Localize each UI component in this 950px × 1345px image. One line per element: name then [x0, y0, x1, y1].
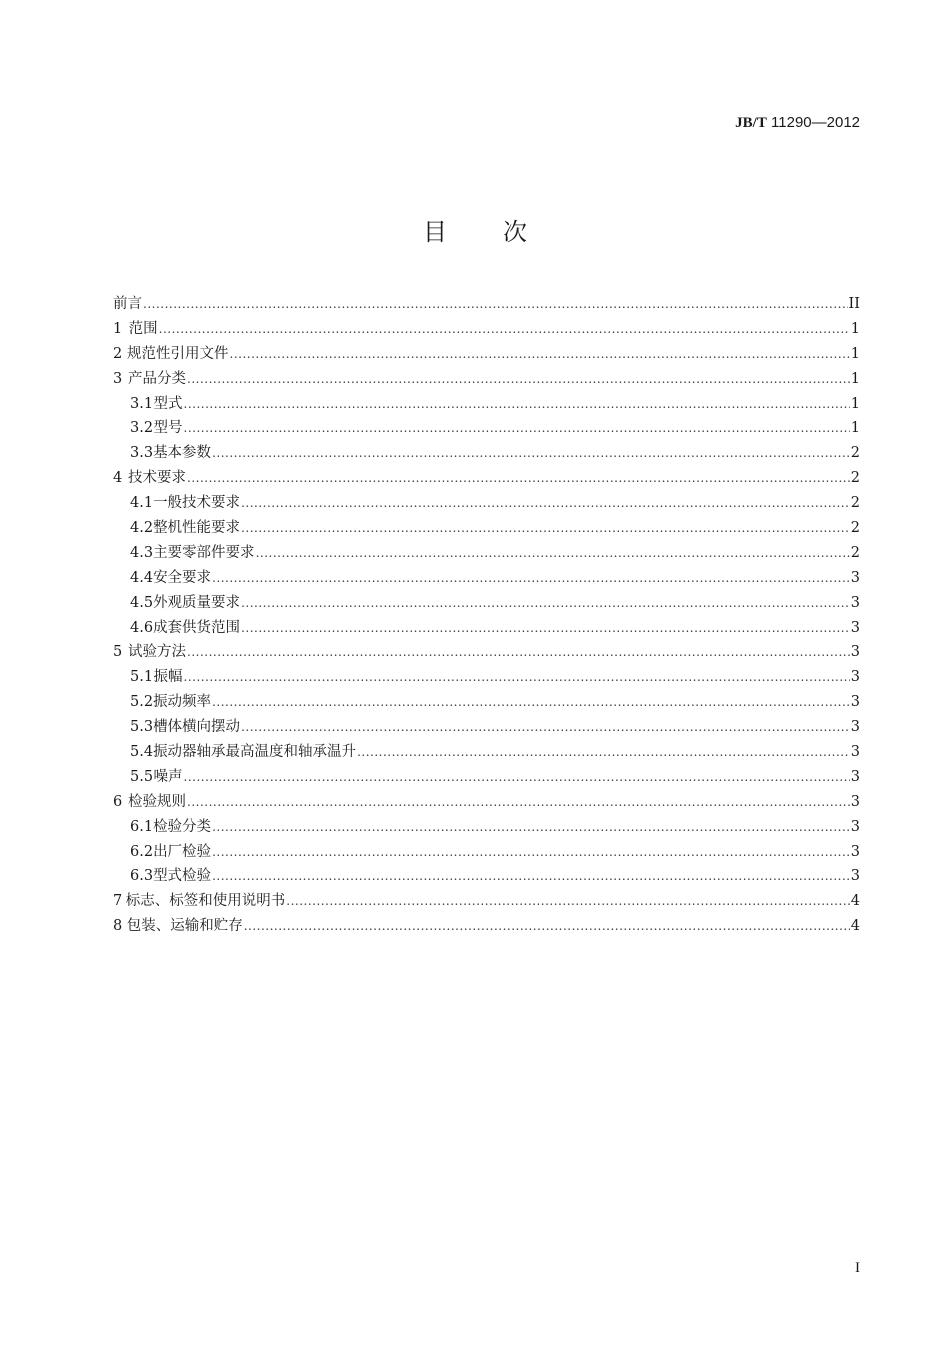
toc-dot-leader [187, 790, 850, 815]
toc-dot-leader [212, 566, 850, 591]
toc-dot-leader [212, 815, 850, 840]
toc-entry-title: 型号 [153, 420, 183, 437]
toc-entry-page: 3 [850, 644, 860, 661]
toc-entry-number: 5.4 [130, 744, 154, 761]
toc-entry-number: 6.3 [130, 868, 154, 885]
toc-dot-leader [241, 516, 850, 541]
toc-dot-leader [230, 342, 850, 367]
toc-entry-number: 5.5 [130, 768, 154, 785]
toc-entry[interactable] [113, 914, 860, 939]
toc-dot-leader [212, 441, 850, 466]
toc-entry-page: 3 [850, 818, 860, 835]
toc-entry[interactable] [113, 665, 860, 690]
toc-dot-leader [357, 740, 850, 765]
toc-entry[interactable] [113, 765, 860, 790]
toc-entry-page: 1 [850, 395, 860, 412]
toc-entry-number: 6.1 [130, 818, 154, 835]
toc-dot-leader [212, 864, 850, 889]
toc-entry[interactable] [113, 541, 860, 566]
toc-entry-page: 2 [850, 445, 860, 462]
toc-entry-number: 3.2 [130, 420, 154, 437]
toc-dot-leader [286, 889, 850, 914]
toc-entry[interactable] [113, 815, 860, 840]
toc-entry-page: 2 [850, 470, 860, 487]
toc-entry[interactable] [113, 740, 860, 765]
toc-entry-page: 4 [850, 918, 860, 935]
toc-entry-number: 5.1 [130, 669, 154, 686]
table-of-contents [113, 292, 860, 939]
toc-entry-title: 检验分类 [153, 818, 212, 835]
toc-entry[interactable] [113, 292, 860, 317]
toc-entry-page: 3 [850, 768, 860, 785]
toc-entry-title: 技术要求 [128, 470, 186, 487]
toc-entry[interactable] [113, 466, 860, 491]
toc-entry[interactable] [113, 516, 860, 541]
toc-dot-leader [212, 690, 850, 715]
toc-entry-number: 4.6 [130, 619, 154, 636]
page-number: I [855, 1260, 860, 1276]
toc-entry-page: 3 [850, 569, 860, 586]
toc-entry-page: 1 [850, 345, 860, 362]
toc-entry[interactable] [113, 864, 860, 889]
toc-entry-title: 范围 [128, 320, 158, 337]
toc-entry-title: 基本参数 [153, 445, 212, 462]
toc-dot-leader [184, 765, 850, 790]
toc-entry-number: 3 [113, 370, 123, 387]
toc-entry-number: 5 [113, 644, 123, 661]
toc-dot-leader [187, 367, 850, 392]
toc-entry-title: 型式检验 [153, 868, 212, 885]
toc-entry-page: 3 [850, 694, 860, 711]
toc-entry-title: 检验规则 [128, 793, 186, 810]
toc-entry-title: 噪声 [153, 768, 183, 785]
toc-entry-page: 3 [850, 719, 860, 736]
toc-entry-number: 3.1 [130, 395, 154, 412]
toc-dot-leader [241, 715, 850, 740]
toc-entry[interactable] [113, 616, 860, 641]
toc-entry-page: 2 [850, 520, 860, 537]
toc-entry-page: 2 [850, 544, 860, 561]
toc-entry-title: 振幅 [153, 669, 183, 686]
toc-entry[interactable] [113, 591, 860, 616]
toc-entry-number: 4 [113, 470, 123, 487]
toc-entry-page: 3 [850, 843, 860, 860]
toc-dot-leader [244, 914, 850, 939]
toc-dot-leader [241, 616, 850, 641]
toc-entry-number: 4.1 [130, 495, 154, 512]
toc-dot-leader [241, 491, 850, 516]
toc-entry-number: 2 [113, 345, 123, 362]
toc-entry-title: 安全要求 [153, 569, 212, 586]
standard-code-number: 11290—2012 [771, 114, 860, 131]
toc-entry[interactable] [113, 342, 860, 367]
toc-entry-title: 规范性引用文件 [127, 345, 229, 362]
toc-entry-page: 3 [850, 669, 860, 686]
standard-code-prefix: JB/T [735, 115, 767, 131]
toc-entry[interactable] [113, 790, 860, 815]
toc-dot-leader [184, 665, 850, 690]
toc-entry-title: 振动频率 [153, 694, 212, 711]
toc-entry-number: 3.3 [130, 445, 154, 462]
toc-entry-number: 5.3 [130, 719, 154, 736]
toc-entry[interactable] [113, 441, 860, 466]
toc-entry-title: 槽体横向摆动 [153, 719, 241, 736]
toc-entry-number: 5.2 [130, 694, 154, 711]
toc-dot-leader [187, 640, 850, 665]
toc-dot-leader [212, 840, 850, 865]
toc-entry-title: 外观质量要求 [153, 594, 241, 611]
toc-entry-number: 4.3 [130, 544, 154, 561]
toc-entry-number: 6 [113, 793, 123, 810]
toc-entry-number: 4.2 [130, 520, 154, 537]
toc-entry-page: 3 [850, 793, 860, 810]
toc-entry-page: 3 [850, 868, 860, 885]
toc-entry[interactable] [113, 889, 860, 914]
toc-entry-number: 1 [113, 320, 123, 337]
toc-entry-title: 振动器轴承最高温度和轴承温升 [153, 744, 357, 761]
toc-entry-title: 标志、标签和使用说明书 [125, 893, 286, 910]
toc-entry-page: 2 [850, 495, 860, 512]
toc-entry-title: 出厂检验 [153, 843, 212, 860]
toc-dot-leader [256, 541, 850, 566]
toc-entry-title: 一般技术要求 [153, 495, 241, 512]
toc-title: 目次 [423, 218, 583, 246]
toc-dot-leader [143, 292, 848, 317]
toc-entry-page: 3 [850, 619, 860, 636]
toc-entry[interactable] [113, 690, 860, 715]
toc-entry[interactable] [113, 491, 860, 516]
toc-entry-page: II [848, 296, 860, 312]
toc-dot-leader [184, 416, 850, 441]
toc-entry-number: 6.2 [130, 843, 154, 860]
toc-entry-number: 4.4 [130, 569, 154, 586]
toc-entry[interactable] [113, 392, 860, 417]
toc-dot-leader [159, 317, 850, 342]
toc-entry-number: 7 [113, 893, 123, 910]
toc-entry-number: 4.5 [130, 594, 154, 611]
toc-entry-title: 型式 [153, 395, 183, 412]
toc-entry[interactable] [113, 715, 860, 740]
toc-entry[interactable] [113, 367, 860, 392]
toc-entry[interactable] [113, 640, 860, 665]
toc-entry[interactable] [113, 317, 860, 342]
toc-entry-page: 1 [850, 370, 860, 387]
toc-entry[interactable] [113, 566, 860, 591]
toc-entry-number: 8 [113, 918, 123, 935]
toc-dot-leader [184, 392, 850, 417]
toc-entry-title: 成套供货范围 [153, 619, 241, 636]
toc-dot-leader [187, 466, 850, 491]
toc-entry-title: 试验方法 [128, 644, 186, 661]
standard-code [735, 114, 860, 132]
toc-entry[interactable] [113, 416, 860, 441]
toc-entry-title: 包装、运输和贮存 [126, 918, 243, 935]
toc-entry-title: 前言 [113, 296, 142, 312]
toc-entry-page: 3 [850, 744, 860, 761]
toc-entry-page: 4 [850, 893, 860, 910]
toc-entry-title: 主要零部件要求 [153, 544, 255, 561]
toc-entry-page: 3 [850, 594, 860, 611]
toc-dot-leader [241, 591, 850, 616]
toc-entry-title: 整机性能要求 [153, 520, 241, 537]
toc-entry[interactable] [113, 840, 860, 865]
toc-entry-title: 产品分类 [128, 370, 186, 387]
toc-entry-page: 1 [850, 420, 860, 437]
toc-entry-page: 1 [850, 320, 860, 337]
